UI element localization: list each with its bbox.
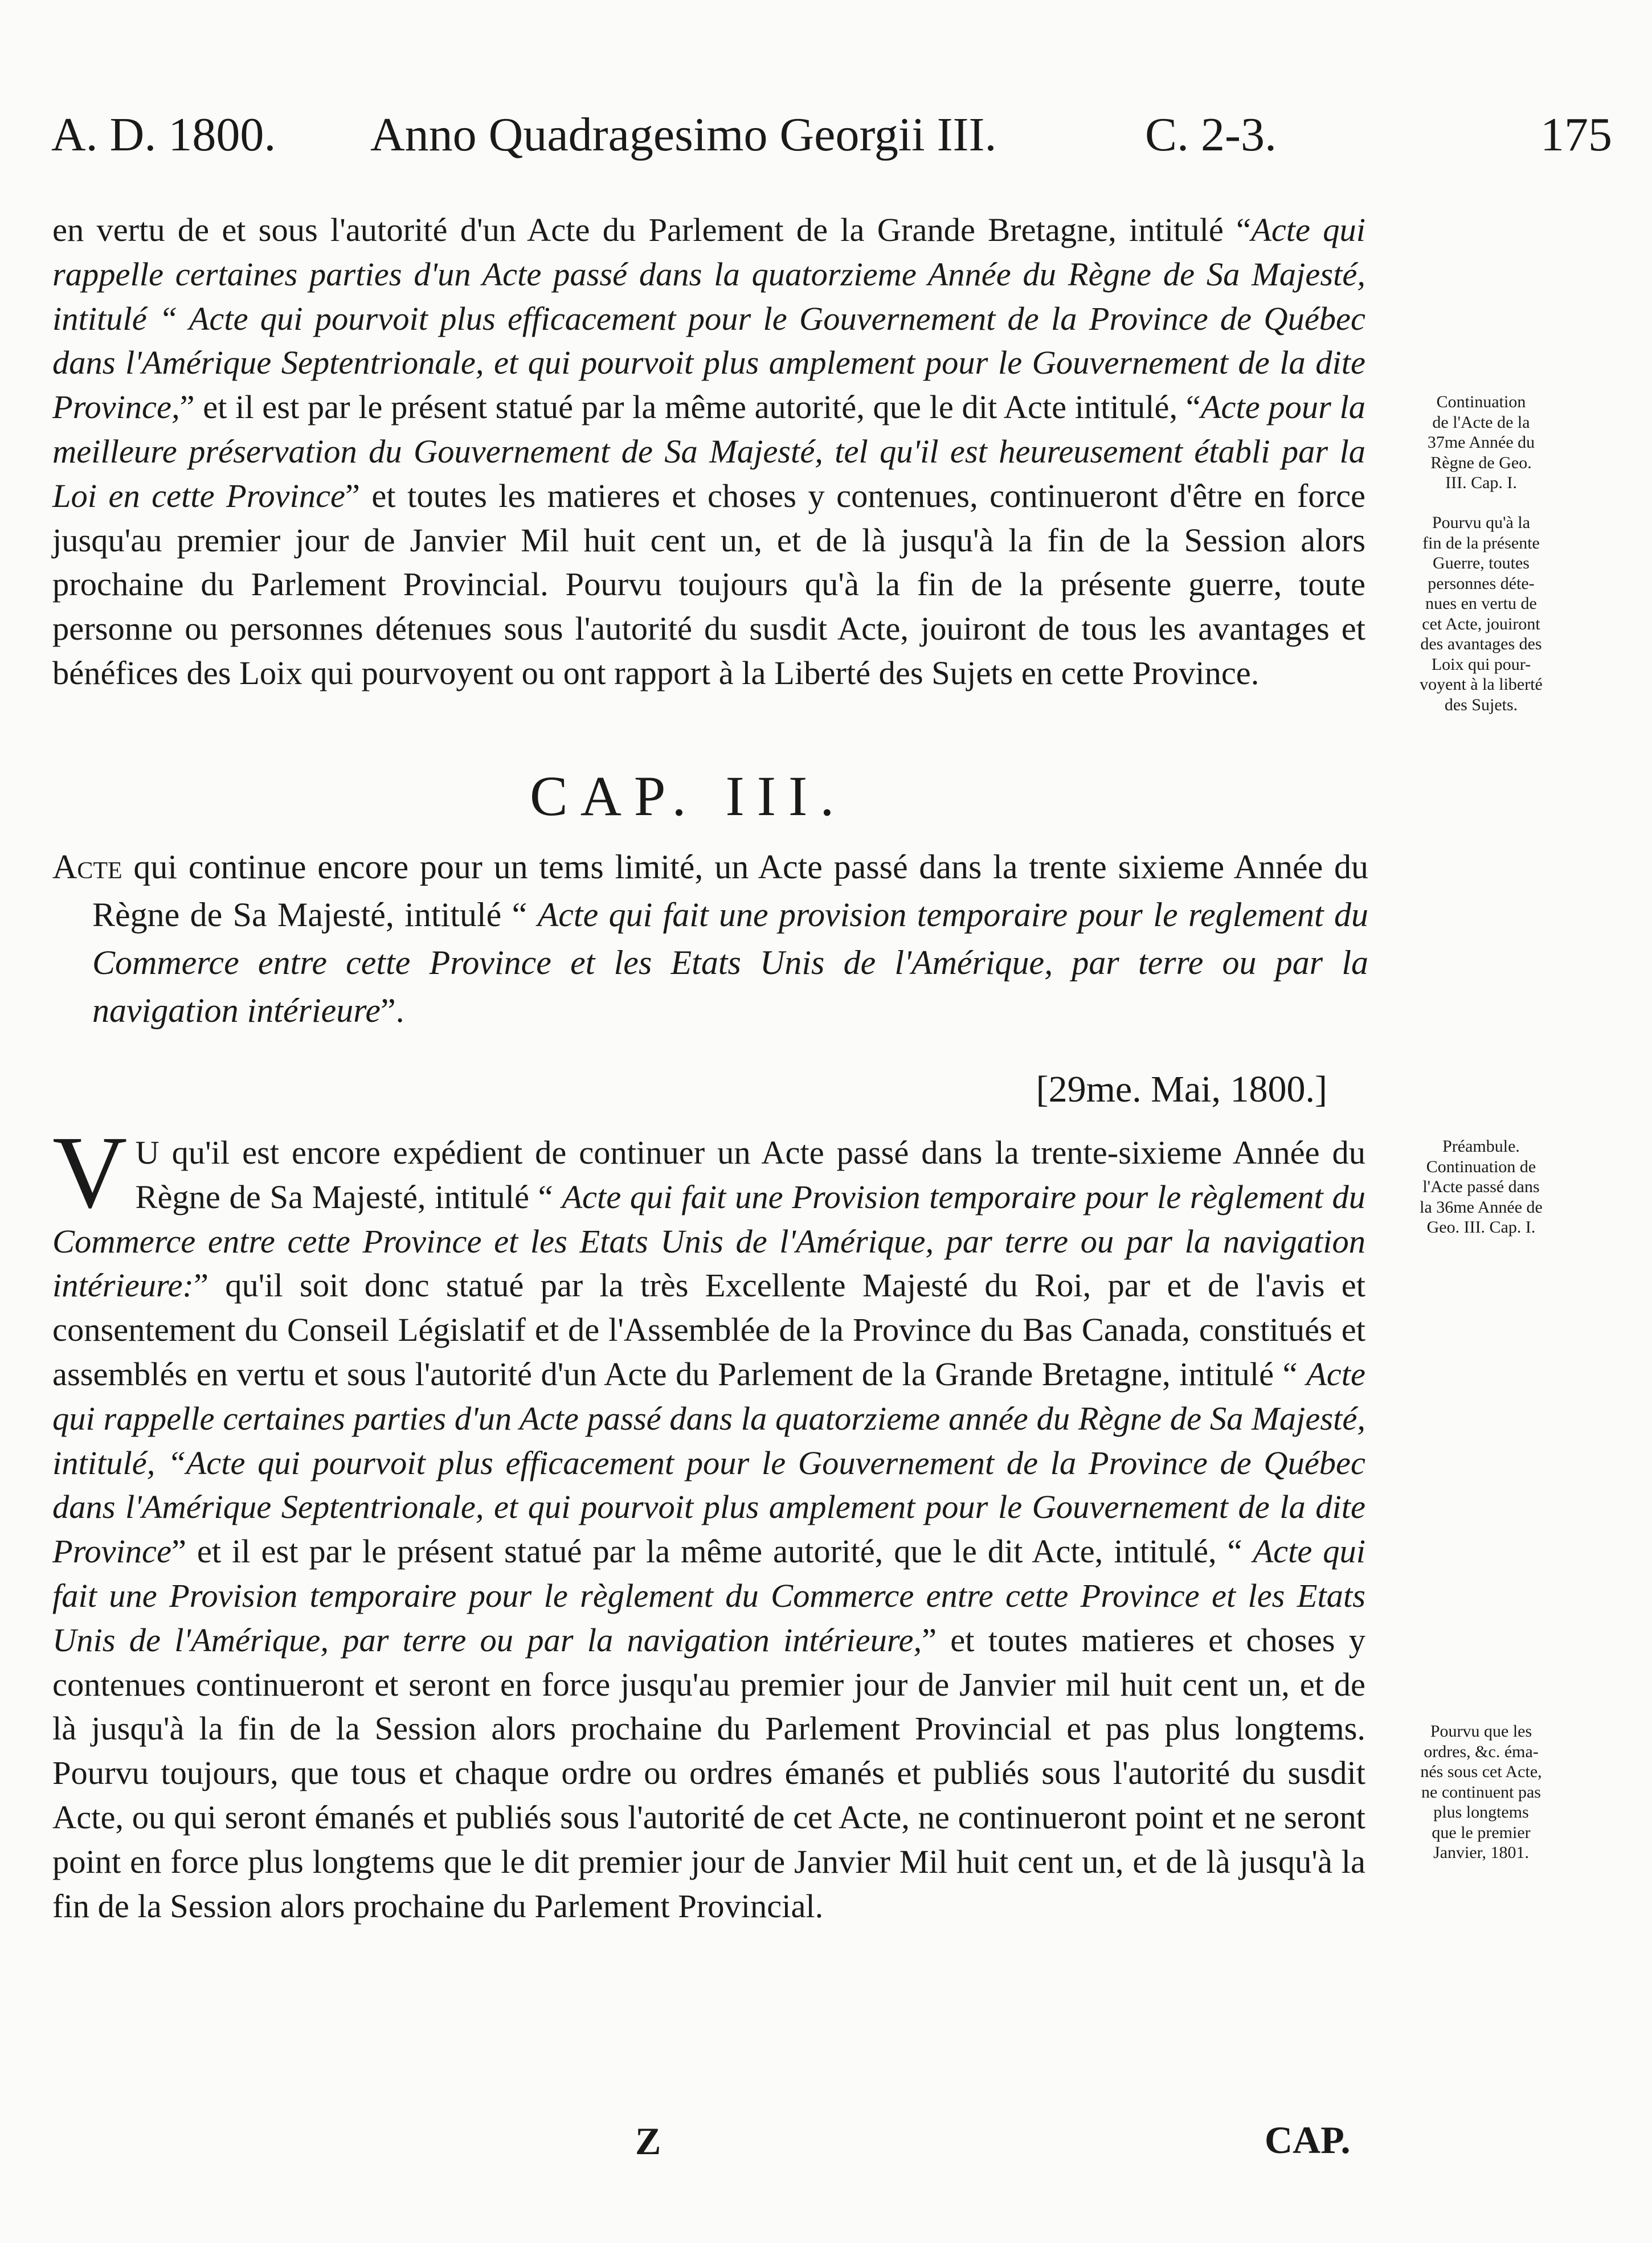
note-line: la 36me Année de [1420,1197,1543,1217]
note-line: nés sous cet Acte, [1420,1762,1542,1781]
enactment-date: [29me. Mai, 1800.] [1036,1069,1327,1110]
page-number: 175 [1540,108,1612,161]
note-line: Loix qui pour- [1431,654,1531,674]
act-title-italic: Acte qui rappelle certaines parties d'un Acte passé dans la quatorzieme Année du Règne de Sa Majesté, intitulé “ Acte qui pourvoit plus efficacement pour le Gouvernement de la Province de Québec dans l'Amérique Septentrionale, et qui pourvoit plus amplement pour le Gouvernement de la dite Province, [52,211,1365,426]
running-header [51,107,1612,193]
note-line: voyent à la liberté [1420,675,1543,694]
act-title-italic: Acte qui fait une Provision temporaire pour le règlement du Commerce entre cette Province et les Etats Unis de l'Amérique, par terre ou par la navigation intérieure: [52,1178,1366,1304]
note-line: Guerre, toutes [1433,554,1530,572]
note-line: Geo. III. Cap. I. [1426,1218,1536,1237]
margin-note-preamble [1376,1136,1586,1238]
note-line: Règne de Geo. [1430,453,1532,472]
signature-mark: Z [635,2119,661,2163]
cap2-continuation-text [52,208,1365,695]
note-line: de l'Acte de la [1432,412,1530,432]
act-title [52,843,1368,1034]
note-line: personnes déte- [1428,574,1535,593]
note-line: cet Acte, jouiront [1422,614,1540,633]
act-title-italic: Acte qui rappelle certaines parties d'un Acte passé dans la quatorzieme année du Règne de Sa Majesté, intitulé, “Acte qui pourvoit plus efficacement pour le Gouvernement de la Province de Québec dans l'Amérique Septentrionale, et qui pourvoit plus amplement pour le Gouvernement de la dite Province [52,1355,1365,1570]
note-line: Préambule. [1442,1137,1520,1156]
note-line: Continuation de [1426,1157,1536,1176]
cap3-body-text [52,1115,1366,1928]
drop-cap: V [52,1115,128,1230]
note-line: des Sujets. [1444,695,1518,714]
header-chapter: C. 2-3. [1145,108,1277,161]
note-line: fin de la présente [1422,533,1540,552]
header-date: A. D. 1800. [51,108,276,161]
note-line: ordres, &c. éma- [1424,1742,1539,1761]
note-line: III. Cap. I. [1445,473,1517,492]
catchword: CAP. [1265,2118,1351,2162]
text-run: ”. [381,992,404,1029]
header-regnal-year: Anno Quadragesimo Georgii III. [370,108,997,161]
act-title-italic: Acte pour la meilleure préservation du Gouvernement de Sa Majesté, tel qu'il est heureusement établi par la Loi en cette Province [52,388,1365,514]
text-run: ” et il est par le présent statué par la même autorité, que le dit Acte intitulé, “ [179,388,1201,426]
paragraph [52,208,1365,695]
act-title-italic: Acte qui fait une provision temporaire pour le reglement du Commerce entre cette Province et les Etats Unis de l'Amérique, par terre ou par la navigation intérieure [92,896,1368,1029]
margin-note-continuation [1376,392,1586,493]
text-run: ” et toutes les matieres et choses y contenues, continueront d'être en force jusqu'au premier jour de Janvier Mil huit cent un, et de là jusqu'à la fin de la Session alors prochaine du Parlement Provincial. Pourvu toujours qu'à la fin de la présente guerre, toute personne ou personnes détenues sous l'autorité du susdit Acte, jouiront de tous les avantages et bénéfices des Loix qui pourvoyent ou ont rapport à la Liberté des Sujets en cette Province. [52,477,1365,691]
note-line: que le premier [1432,1823,1531,1842]
text-run: ” et toutes matieres et choses y contenues continueront et seront en force jusqu'au premier jour de Janvier mil huit cent un, et de là jusqu'à la fin de la Session alors prochaine du Parlement Provincial et pas plus longtems. Pourvu toujours, que tous et chaque ordre ou ordres émanés et publiés sous l'autorité du susdit Acte, ou qui seront émanés et publiés sous l'autorité de cet Acte, ne continueront point et ne seront point en force plus longtems que le dit premier jour de Janvier Mil huit cent un, et de là jusqu'à la fin de la Session alors prochaine du Parlement Provincial. [52,1621,1365,1925]
text-run: qui continue encore pour un tems limité, un Acte passé dans la trente sixieme Année du Règne de Sa Majesté, intitulé “ [92,848,1368,934]
note-line: Pourvu que les [1430,1722,1532,1741]
note-line: plus longtems [1433,1803,1529,1822]
note-line: des avantages des [1420,635,1542,653]
margin-note-orders [1376,1721,1586,1863]
note-line: Pourvu qu'à la [1432,513,1531,532]
act-title-italic: Acte qui fait une Provision temporaire pour le règlement du Commerce entre cette Province et les Etats Unis de l'Amérique, par terre ou par la navigation intérieure, [52,1533,1365,1659]
title-smallcaps: Acte [52,848,122,886]
text-run: U qu'il est encore expédient de continuer un Acte passé dans la trente-sixieme Année du Règne de Sa Majesté, intitulé “ [135,1134,1365,1215]
note-line: l'Acte passé dans [1422,1177,1540,1196]
text-run: en vertu de et sous l'autorité d'un Acte du Parlement de la Grande Bretagne, intitulé “ [52,211,1252,248]
paragraph [52,1115,1366,1928]
text-run: ” et il est par le présent statué par la même autorité, que le dit Acte, intitulé, “ [171,1533,1253,1570]
note-line: 37me Année du [1427,433,1535,452]
note-line: nues en vertu de [1425,594,1537,613]
note-line: Janvier, 1801. [1433,1843,1529,1862]
margin-note-proviso [1376,513,1586,715]
text-run: ” qu'il soit donc statué par la très Excellente Majesté du Roi, par et de l'avis et consentement du Conseil Législatif et de l'Assemblée de la Province du Bas Canada, constitués et assemblés en vertu et sous l'autorité d'un Acte du Parlement de la Grande Bretagne, intitulé “ [52,1267,1365,1393]
note-line: Continuation [1436,392,1526,411]
chapter-heading: CAP. III. [530,764,847,828]
note-line: ne continuent pas [1421,1782,1541,1802]
